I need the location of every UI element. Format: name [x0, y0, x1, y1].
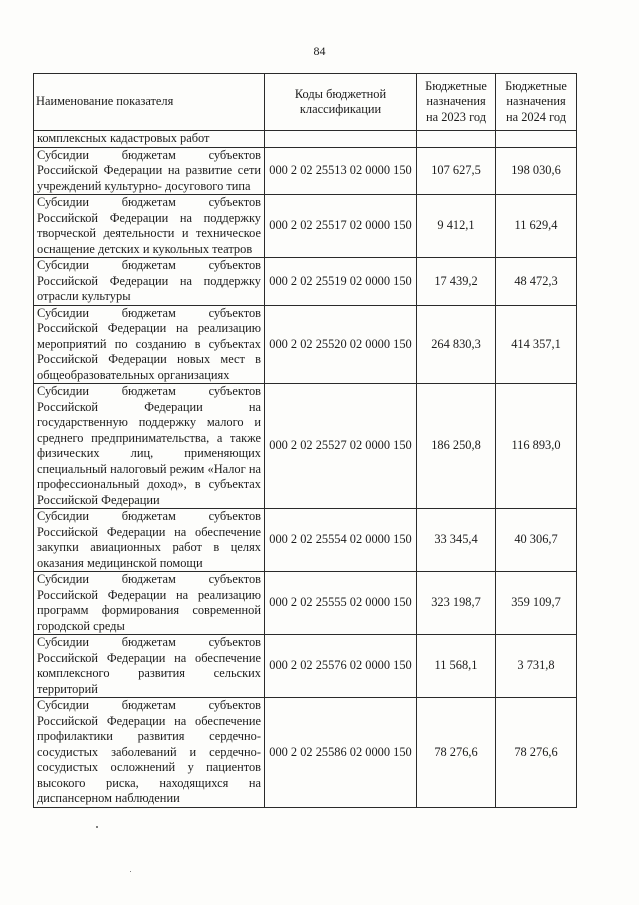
- header-2024: Бюджетные назначения на 2024 год: [496, 74, 577, 131]
- row-code: 000 2 02 25576 02 0000 150: [265, 635, 417, 698]
- row-value-2024: 48 472,3: [496, 258, 577, 306]
- row-name: Субсидии бюджетам субъектов Российской Федерации на реализацию мероприятий по созданию в субъектах Российской Федерации новых мест в общеобразовательных организациях: [34, 305, 265, 384]
- continuation-row: [34, 131, 577, 148]
- row-value-2023: 9 412,1: [417, 195, 496, 258]
- row-code: 000 2 02 25520 02 0000 150: [265, 305, 417, 384]
- row-value-2023: 33 345,4: [417, 509, 496, 572]
- table-row: [34, 635, 577, 698]
- table-row: [34, 384, 577, 509]
- row-code: 000 2 02 25513 02 0000 150: [265, 147, 417, 195]
- table-row: [34, 698, 577, 808]
- row-name: Субсидии бюджетам субъектов Российской Федерации на поддержку отрасли культуры: [34, 258, 265, 306]
- header-code: Коды бюджетной классификации: [265, 74, 417, 131]
- row-value-2024: 3 731,8: [496, 635, 577, 698]
- table-row: [34, 195, 577, 258]
- row-name: Субсидии бюджетам субъектов Российской Федерации на развитие сети учреждений культурно- досугового типа: [34, 147, 265, 195]
- header-name: Наименование показателя: [34, 74, 265, 131]
- row-value-2024: 116 893,0: [496, 384, 577, 509]
- row-value-2024: 414 357,1: [496, 305, 577, 384]
- table-row: [34, 572, 577, 635]
- row-value-2023: 264 830,3: [417, 305, 496, 384]
- row-name: Субсидии бюджетам субъектов Российской Федерации на обеспечение комплексного развития сельских территорий: [34, 635, 265, 698]
- continuation-text: комплексных кадастровых работ: [34, 131, 265, 148]
- row-name: Субсидии бюджетам субъектов Российской Федерации на государственную поддержку малого и среднего предпринимательства, а также физических лиц, применяющих специальный налоговый режим «Налог на профессиональный доход», в субъектах Российской Федерации: [34, 384, 265, 509]
- row-value-2024: 11 629,4: [496, 195, 577, 258]
- row-name: Субсидии бюджетам субъектов Российской Федерации на обеспечение закупки авиационных работ в целях оказания медицинской помощи: [34, 509, 265, 572]
- table-row: [34, 305, 577, 384]
- scan-speck: [96, 826, 98, 828]
- row-code: 000 2 02 25555 02 0000 150: [265, 572, 417, 635]
- row-name: Субсидии бюджетам субъектов Российской Федерации на реализацию программ формирования современной городской среды: [34, 572, 265, 635]
- row-value-2023: 11 568,1: [417, 635, 496, 698]
- row-value-2024: 359 109,7: [496, 572, 577, 635]
- table-row: [34, 509, 577, 572]
- row-value-2023: 78 276,6: [417, 698, 496, 808]
- table-header: [34, 74, 577, 131]
- row-value-2023: 107 627,5: [417, 147, 496, 195]
- table-row: [34, 147, 577, 195]
- row-value-2023: 323 198,7: [417, 572, 496, 635]
- row-code: 000 2 02 25517 02 0000 150: [265, 195, 417, 258]
- page-number: 84: [313, 44, 326, 58]
- scan-speck: [130, 871, 131, 872]
- row-code: 000 2 02 25586 02 0000 150: [265, 698, 417, 808]
- row-code: 000 2 02 25554 02 0000 150: [265, 509, 417, 572]
- row-code: 000 2 02 25519 02 0000 150: [265, 258, 417, 306]
- header-2023: Бюджетные назначения на 2023 год: [417, 74, 496, 131]
- row-value-2024: 198 030,6: [496, 147, 577, 195]
- row-value-2023: 186 250,8: [417, 384, 496, 509]
- row-name: Субсидии бюджетам субъектов Российской Федерации на поддержку творческой деятельности и техническое оснащение детских и кукольных театров: [34, 195, 265, 258]
- row-value-2024: 40 306,7: [496, 509, 577, 572]
- row-value-2024: 78 276,6: [496, 698, 577, 808]
- row-name: Субсидии бюджетам субъектов Российской Федерации на обеспечение профилактики развития сердечно-сосудистых заболеваний и сердечно-сосудистых осложнений у пациентов высокого риска, находящихся на диспансерном наблюдении: [34, 698, 265, 808]
- row-code: 000 2 02 25527 02 0000 150: [265, 384, 417, 509]
- table-row: [34, 258, 577, 306]
- row-value-2023: 17 439,2: [417, 258, 496, 306]
- budget-table: [33, 73, 577, 808]
